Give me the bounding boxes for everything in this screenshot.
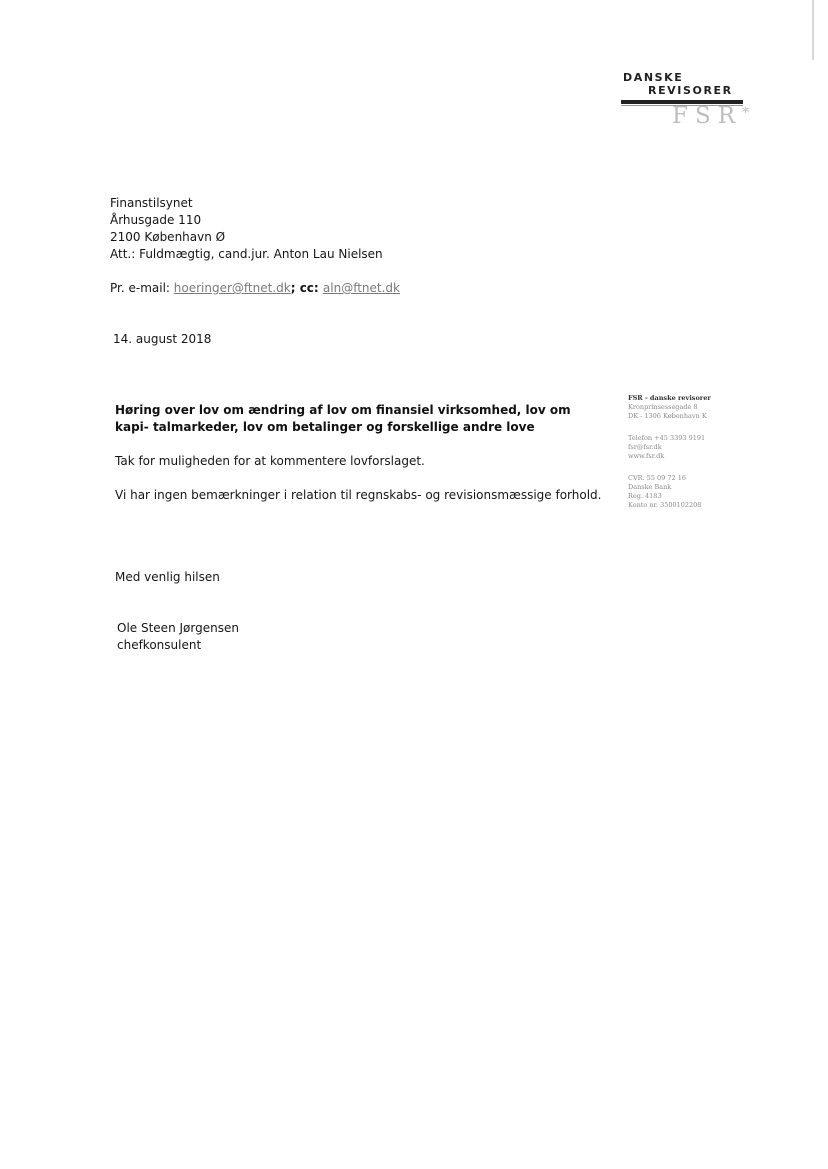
subject-heading: Høring over lov om ændring af lov om finansiel virksomhed, lov om kapi- talmarkeder, lov om betalinger og forskellige andre love (115, 403, 571, 434)
body-paragraph-1: Tak for muligheden for at kommentere lovforslaget. (115, 454, 425, 468)
logo-star: * (742, 105, 750, 121)
sender-address: Kronprinsessegade 8 (628, 403, 698, 411)
sender-phone: Telefon +45 3393 9191 (628, 434, 706, 442)
sender-email: fsr@fsr.dk (628, 443, 662, 451)
body-paragraph-2: Vi har ingen bemærkninger i relation til regnskabs- og revisionsmæssige forhold. (115, 488, 602, 502)
fsr-logo-mark: FSR* (672, 103, 750, 129)
sender-web: www.fsr.dk (628, 452, 665, 460)
sender-org: FSR - danske revisorer (628, 394, 711, 402)
sender-bank: Danske Bank (628, 483, 672, 491)
recipient-street: Århusgade 110 (110, 213, 202, 227)
recipient-name: Finanstilsynet (110, 196, 193, 210)
logo-text-danske: DANSKE (623, 71, 684, 84)
page-edge-line (812, 0, 814, 60)
sender-reg: Reg. 4183 (628, 492, 662, 500)
sender-account: Konto nr. 3500102208 (628, 501, 702, 509)
email-prefix: Pr. e-mail: (110, 281, 174, 295)
recipient-attention: Att.: Fuldmægtig, cand.jur. Anton Lau Nielsen (110, 247, 383, 261)
signature-title: chefkonsulent (117, 638, 202, 652)
email-link-hoeringer[interactable]: hoeringer@ftnet.dk (173, 281, 291, 295)
sender-cvr: CVR. 55 09 72 16 (628, 474, 686, 482)
recipient-city: 2100 København Ø (110, 230, 226, 244)
email-link-cc[interactable]: aln@ftnet.dk (322, 281, 400, 295)
email-cc-separator: ; cc: (290, 281, 323, 295)
email-line (110, 280, 400, 297)
signature-name: Ole Steen Jørgensen (117, 621, 239, 635)
closing: Med venlig hilsen (115, 570, 220, 584)
sender-city: DK - 1306 København K (628, 412, 707, 420)
letter-date: 14. august 2018 (113, 332, 212, 346)
logo-text-revisorer: REVISORER (648, 84, 733, 97)
